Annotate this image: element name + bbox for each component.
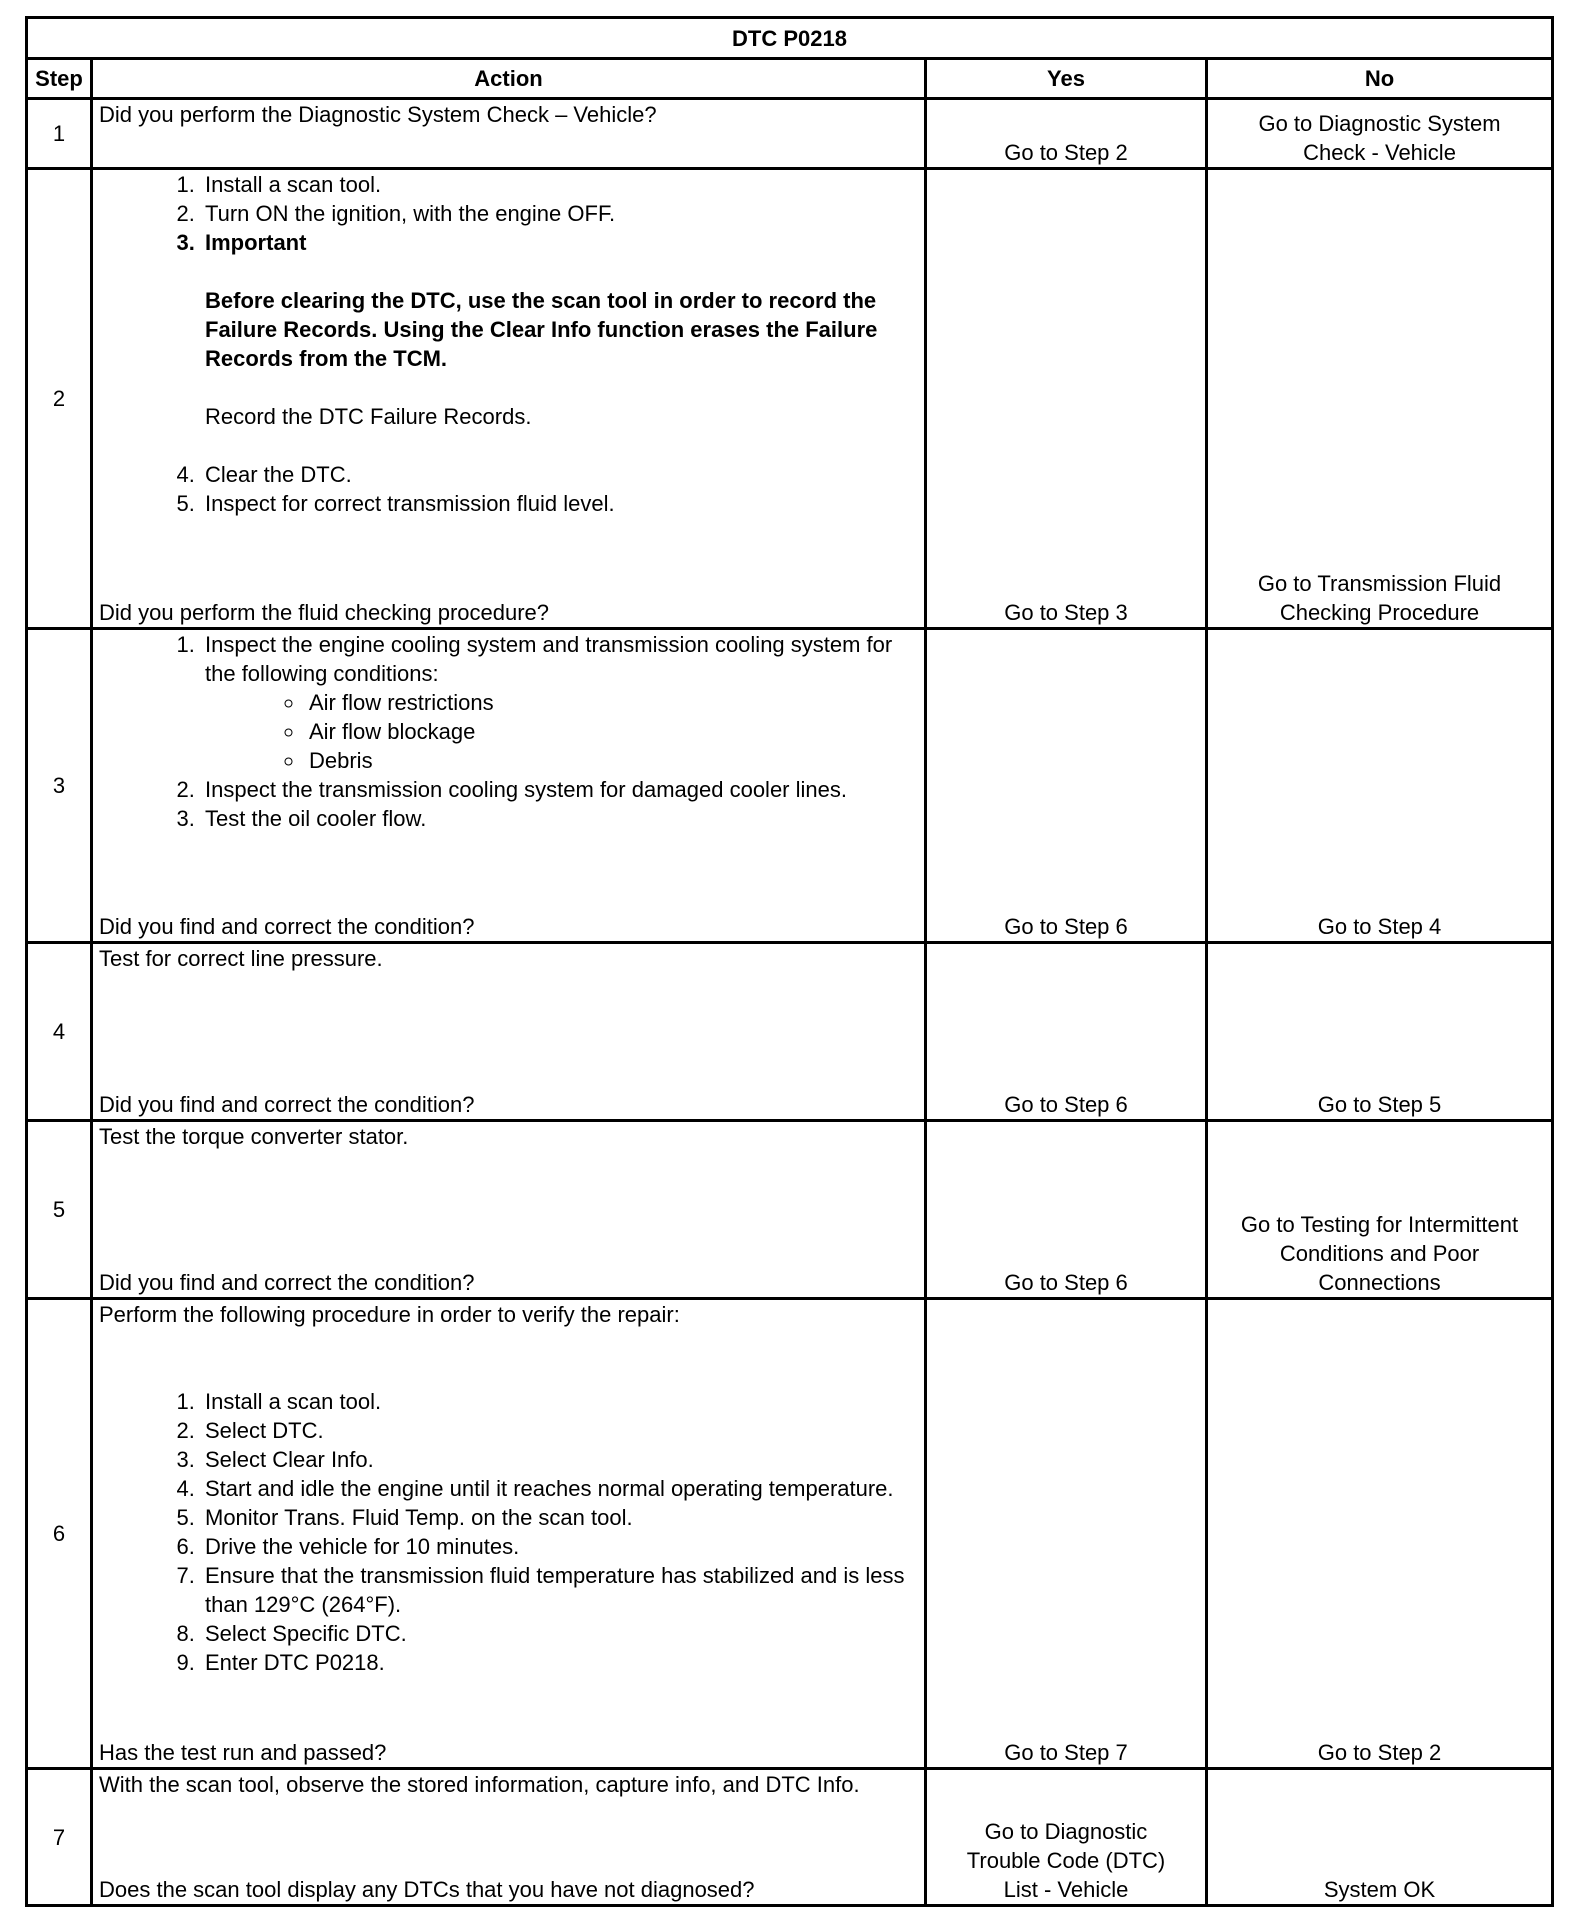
important-note: Before clearing the DTC, use the scan tool in order to record the Failure Records. Using the Clear Info function erases the Failure Records from the TCM.	[205, 288, 878, 371]
list-item: 2. Inspect the transmission cooling system for damaged cooler lines.	[201, 775, 918, 804]
no-link[interactable]: Go to Step 4	[1317, 914, 1442, 939]
action-cell	[92, 629, 926, 943]
no-cell	[1207, 1299, 1553, 1769]
list-item: 1. Install a scan tool.	[201, 170, 918, 199]
list-item: 2. Select DTC.	[201, 1416, 918, 1445]
no-link-line-2[interactable]: Conditions and Poor	[1279, 1241, 1480, 1266]
procedure-list	[99, 1387, 918, 1677]
question-text: Does the scan tool display any DTCs that you have not diagnosed?	[99, 1877, 755, 1902]
header-yes: Yes	[926, 59, 1207, 99]
list-item: 9. Enter DTC P0218.	[201, 1648, 918, 1677]
yes-link[interactable]: Go to Step 2	[1004, 140, 1128, 165]
no-link[interactable]: Go to Step 5	[1317, 1092, 1442, 1117]
intro-text: Perform the following procedure in order to verify the repair:	[99, 1302, 680, 1327]
no-cell	[1207, 169, 1553, 629]
list-item: 3. Test the oil cooler flow.	[201, 804, 918, 833]
yes-cell	[926, 1121, 1207, 1299]
header-step: Step	[27, 59, 92, 99]
yes-link[interactable]: Go to Step 6	[1004, 914, 1128, 939]
table-row-step-2	[27, 169, 1553, 629]
list-item: 1. Install a scan tool.	[201, 1387, 918, 1416]
procedure-list	[99, 170, 918, 518]
no-cell	[1207, 629, 1553, 943]
list-item: 5. Monitor Trans. Fluid Temp. on the scan tool.	[201, 1503, 918, 1532]
step-number: 2	[27, 169, 92, 629]
yes-cell	[926, 99, 1207, 169]
action-cell	[92, 1769, 926, 1906]
step-number: 3	[27, 629, 92, 943]
action-text: Test the torque converter stator.	[99, 1124, 409, 1149]
no-cell	[1207, 1769, 1553, 1906]
table-row-step-4	[27, 943, 1553, 1121]
table-title: DTC P0218	[27, 18, 1553, 59]
question-text: Did you find and correct the condition?	[99, 914, 475, 939]
yes-cell	[926, 1299, 1207, 1769]
action-cell	[92, 1121, 926, 1299]
action-cell	[92, 169, 926, 629]
list-item: 2. Turn ON the ignition, with the engine OFF.	[201, 199, 918, 228]
yes-link-line-1[interactable]: Go to Diagnostic	[984, 1819, 1148, 1844]
action-cell	[92, 1299, 926, 1769]
list-item: 4. Start and idle the engine until it reaches normal operating temperature.	[201, 1474, 918, 1503]
list-item: 5. Inspect for correct transmission fluid level.	[201, 489, 918, 518]
list-item: 4. Clear the DTC.	[201, 460, 918, 489]
step-number: 5	[27, 1121, 92, 1299]
question-text: Did you find and correct the condition?	[99, 1270, 475, 1295]
step-number: 1	[27, 99, 92, 169]
list-item	[201, 630, 918, 775]
action-cell	[92, 99, 926, 169]
question-text: Did you perform the fluid checking procedure?	[99, 600, 550, 625]
action-text: Did you perform the Diagnostic System Check – Vehicle?	[99, 102, 657, 127]
procedure-list	[99, 630, 918, 833]
list-item-important	[201, 228, 918, 460]
table-row-step-7	[27, 1769, 1553, 1906]
no-cell	[1207, 99, 1553, 169]
question-text: Has the test run and passed?	[99, 1740, 387, 1765]
yes-link[interactable]: Go to Step 6	[1004, 1270, 1128, 1295]
no-cell	[1207, 943, 1553, 1121]
no-link-line-1[interactable]: Go to Testing for Intermittent	[1240, 1212, 1519, 1237]
condition-item: ◦ Air flow restrictions	[305, 688, 918, 717]
dtc-table	[25, 16, 1554, 1907]
condition-item: ◦ Air flow blockage	[305, 717, 918, 746]
yes-link[interactable]: Go to Step 7	[1004, 1740, 1128, 1765]
table-row-step-3	[27, 629, 1553, 943]
step-number: 7	[27, 1769, 92, 1906]
action-cell	[92, 943, 926, 1121]
no-link-line-1[interactable]: Go to Transmission Fluid	[1257, 571, 1502, 596]
list-item: 7. Ensure that the transmission fluid temperature has stabilized and is less than 129°C (264°F).	[201, 1561, 918, 1619]
yes-link[interactable]: Go to Step 3	[1004, 600, 1128, 625]
step-number: 6	[27, 1299, 92, 1769]
yes-cell	[926, 1769, 1207, 1906]
table-row-step-1	[27, 99, 1553, 169]
table-row-step-5	[27, 1121, 1553, 1299]
yes-cell	[926, 169, 1207, 629]
no-link-line-2[interactable]: Check - Vehicle	[1303, 140, 1456, 165]
yes-cell	[926, 629, 1207, 943]
header-action: Action	[92, 59, 926, 99]
yes-cell	[926, 943, 1207, 1121]
list-item: 6. Drive the vehicle for 10 minutes.	[201, 1532, 918, 1561]
no-cell	[1207, 1121, 1553, 1299]
list-item: 8. Select Specific DTC.	[201, 1619, 918, 1648]
no-link-line-3[interactable]: Connections	[1318, 1270, 1441, 1295]
question-text: Did you find and correct the condition?	[99, 1092, 475, 1117]
condition-item: ◦ Debris	[305, 746, 918, 775]
yes-link-line-3[interactable]: List - Vehicle	[1003, 1877, 1129, 1902]
action-text: With the scan tool, observe the stored information, capture info, and DTC Info.	[99, 1772, 860, 1797]
list-item-text: Inspect the engine cooling system and transmission cooling system for the following conditions:	[205, 632, 893, 686]
no-link[interactable]: System OK	[1323, 1877, 1436, 1902]
no-link[interactable]: Go to Step 2	[1317, 1740, 1442, 1765]
table-row-step-6	[27, 1299, 1553, 1769]
list-item: 3. Select Clear Info.	[201, 1445, 918, 1474]
important-label: Important	[205, 230, 307, 255]
action-text: Test for correct line pressure.	[99, 946, 383, 971]
yes-link[interactable]: Go to Step 6	[1004, 1092, 1128, 1117]
condition-list	[205, 688, 918, 775]
no-link-line-2[interactable]: Checking Procedure	[1279, 600, 1480, 625]
header-no: No	[1207, 59, 1553, 99]
no-link-line-1[interactable]: Go to Diagnostic System	[1258, 111, 1501, 136]
yes-link-line-2[interactable]: Trouble Code (DTC)	[966, 1848, 1166, 1873]
record-instruction: Record the DTC Failure Records.	[205, 404, 532, 429]
step-number: 4	[27, 943, 92, 1121]
